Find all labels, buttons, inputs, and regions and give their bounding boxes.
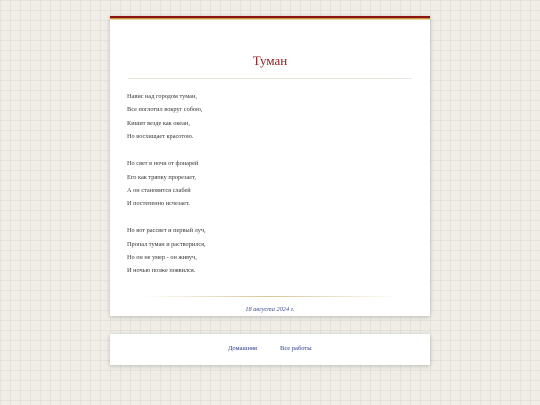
poem-line: И ночью позже появился.	[127, 267, 196, 275]
poem-card	[110, 16, 430, 316]
poem-line: Его как тряпку прорезает,	[127, 173, 196, 181]
poem-line: Но свет в ночи от фонарей	[127, 160, 199, 168]
poem-line: А он становится слабей	[127, 186, 191, 194]
stanza	[127, 90, 417, 144]
date-divider	[140, 296, 400, 297]
nav-link-home[interactable]: Домашняя	[228, 345, 257, 352]
stanza	[127, 157, 417, 211]
poem-line: Но вот рассвет и первый луч,	[127, 227, 206, 235]
poem-body	[127, 90, 417, 291]
top-accent-stripe	[110, 16, 430, 20]
stanza	[127, 224, 417, 278]
poem-line: Но восхищает красотою.	[127, 133, 194, 141]
poem-line: Пропал туман и растворился,	[127, 240, 206, 248]
poem-line: Кишит везде как океан,	[127, 119, 190, 127]
poem-line: Навис над городом туман,	[127, 93, 197, 100]
title-divider	[128, 78, 412, 79]
poem-date: 18 августа 2024 г.	[245, 306, 295, 313]
poem-line: И постепенно исчезает.	[127, 200, 190, 208]
footer-nav	[110, 334, 430, 365]
poem-title: Туман	[252, 53, 288, 68]
poem-line: Все поглотил вокруг собою,	[127, 106, 203, 114]
poem-line: Но он не умер - он живуч,	[127, 254, 197, 262]
nav-link-all-works[interactable]: Все работы	[280, 345, 312, 352]
